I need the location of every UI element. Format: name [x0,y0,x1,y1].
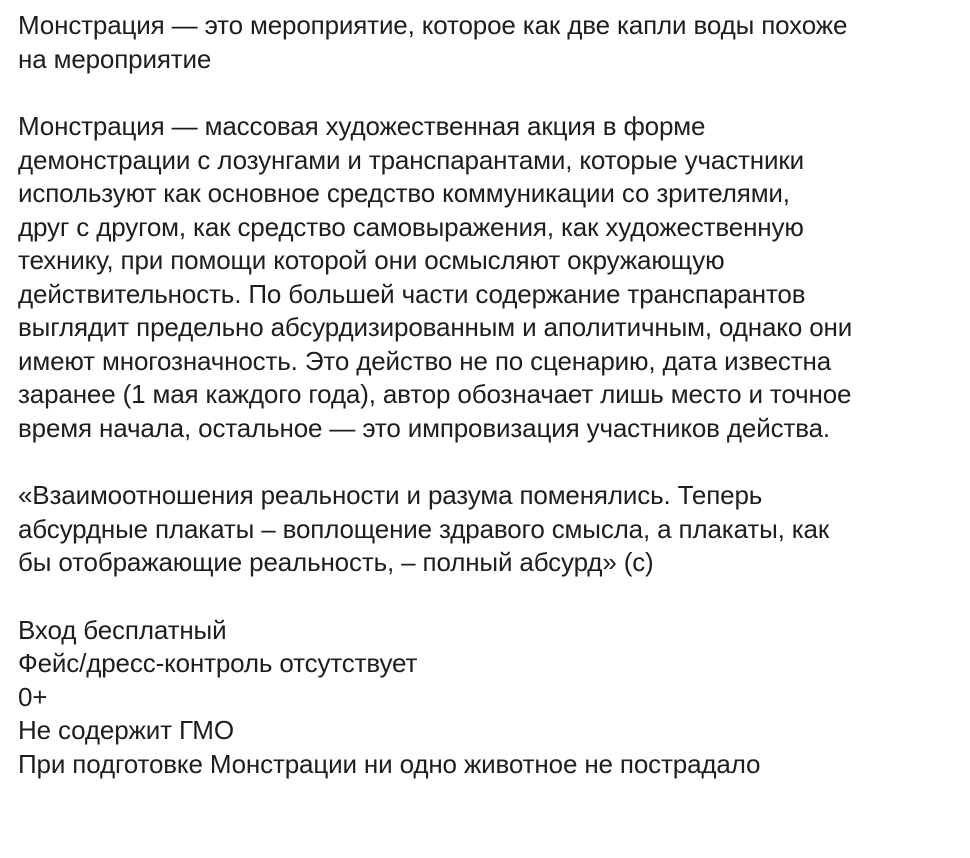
intro-paragraph: Монстрация — это мероприятие, которое как две капли воды похоже на мероприятие [18,10,848,74]
detail-no-gmo: Не содержит ГМО [18,715,234,745]
paragraph-gap [18,445,966,479]
paragraph-gap [18,76,966,110]
detail-age-rating: 0+ [18,681,48,712]
post-text [18,9,966,781]
quote-paragraph: «Взаимоотношения реальности и разума поменялись. Теперь абсурдные плакаты – воплощение здравого смысла, а плакаты, как бы отображающие реальность, – полный абсурд» (с) [18,480,830,577]
detail-entry-free: Вход бесплатный [18,614,227,645]
details-list [18,614,966,782]
detail-face-control: Фейс/дресс-контроль отсутствует [18,648,418,678]
detail-no-animals-harmed: При подготовке Монстрации ни одно животное не пострадало [18,748,761,779]
description-paragraph: Монстрация — массовая художественная акция в форме демонстрации с лозунгами и транспарантами, которые участники используют как основное средство коммуникации со зрителями, друг с другом, как средство самовыражения, как художественную технику, при помощи которой они осмысляют окружающую действительность. По большей части содержание транспарантов выглядит предельно абсурдизированным и аполитичным, однако они имеют многозначность. Это действо не по сценарию, дата известна заранее (1 мая каждого года), автор обозначает лишь место и точное время начала, остальное — это импровизация участников действа. [18,111,853,443]
paragraph-gap [18,580,966,614]
